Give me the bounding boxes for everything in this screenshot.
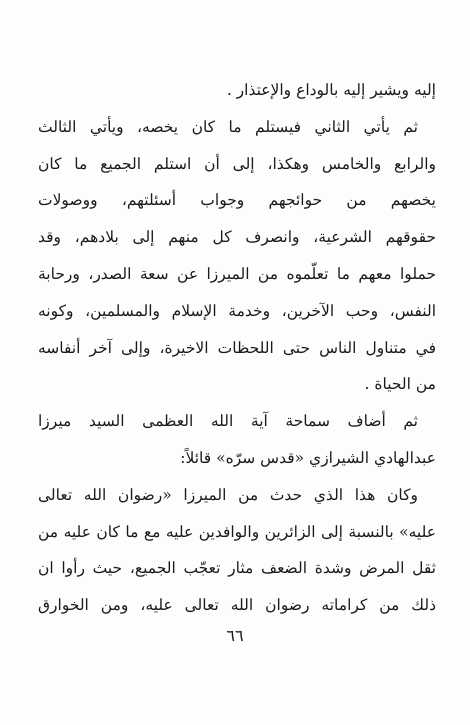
text-line: ثم أضاف سماحة آية الله العظمى السيد ميرزا <box>38 412 418 431</box>
text-line: حقوقهم الشرعية، وانصرف كل منهم إلى بلادهم، وقد <box>38 228 436 247</box>
page-number: ٦٦ <box>226 626 244 645</box>
text-line: حملوا معهم ما تعلّموه من الميرزا عن سعة الصدر، ورحابة <box>38 264 436 283</box>
text-line: ثقل المرض وشدة الضعف مثار تعجّب الجميع، حيث رأوا ان <box>38 559 436 578</box>
text-line: عبدالهادي الشيرازي «قدس سرّه» قائلاً: <box>180 448 436 467</box>
text-line: والرابع والخامس وهكذا، إلى أن استلم الجميع ما كان <box>38 154 436 173</box>
text-line: في متناول الناس حتى اللحظات الاخيرة، وإلى آخر أنفاسه <box>38 338 436 357</box>
text-line: يخصهم من حوائجهم وجواب أسئلتهم، ووصولات <box>38 191 436 210</box>
body-text <box>38 72 436 624</box>
text-line: إليه ويشير إليه بالوداع والإعتذار . <box>226 81 436 99</box>
text-line: وكان هذا الذي حدث من الميرزا «رضوان الله تعالى <box>38 485 418 504</box>
text-line: من الحياة . <box>364 375 436 394</box>
text-line: ثم يأتي الثاني فيستلم ما كان يخصه، ويأتي الثالث <box>38 117 418 136</box>
text-line: النفس، وحب الآخرين، وخدمة الإسلام والمسلمين، وكونه <box>38 301 436 320</box>
text-line: ذلك من كراماته رضوان الله تعالى عليه، ومن الخوارق <box>38 596 436 615</box>
text-line: عليه» بالنسبة إلى الزائرين والوافدين عليه مع ما كان عليه من <box>38 522 436 541</box>
